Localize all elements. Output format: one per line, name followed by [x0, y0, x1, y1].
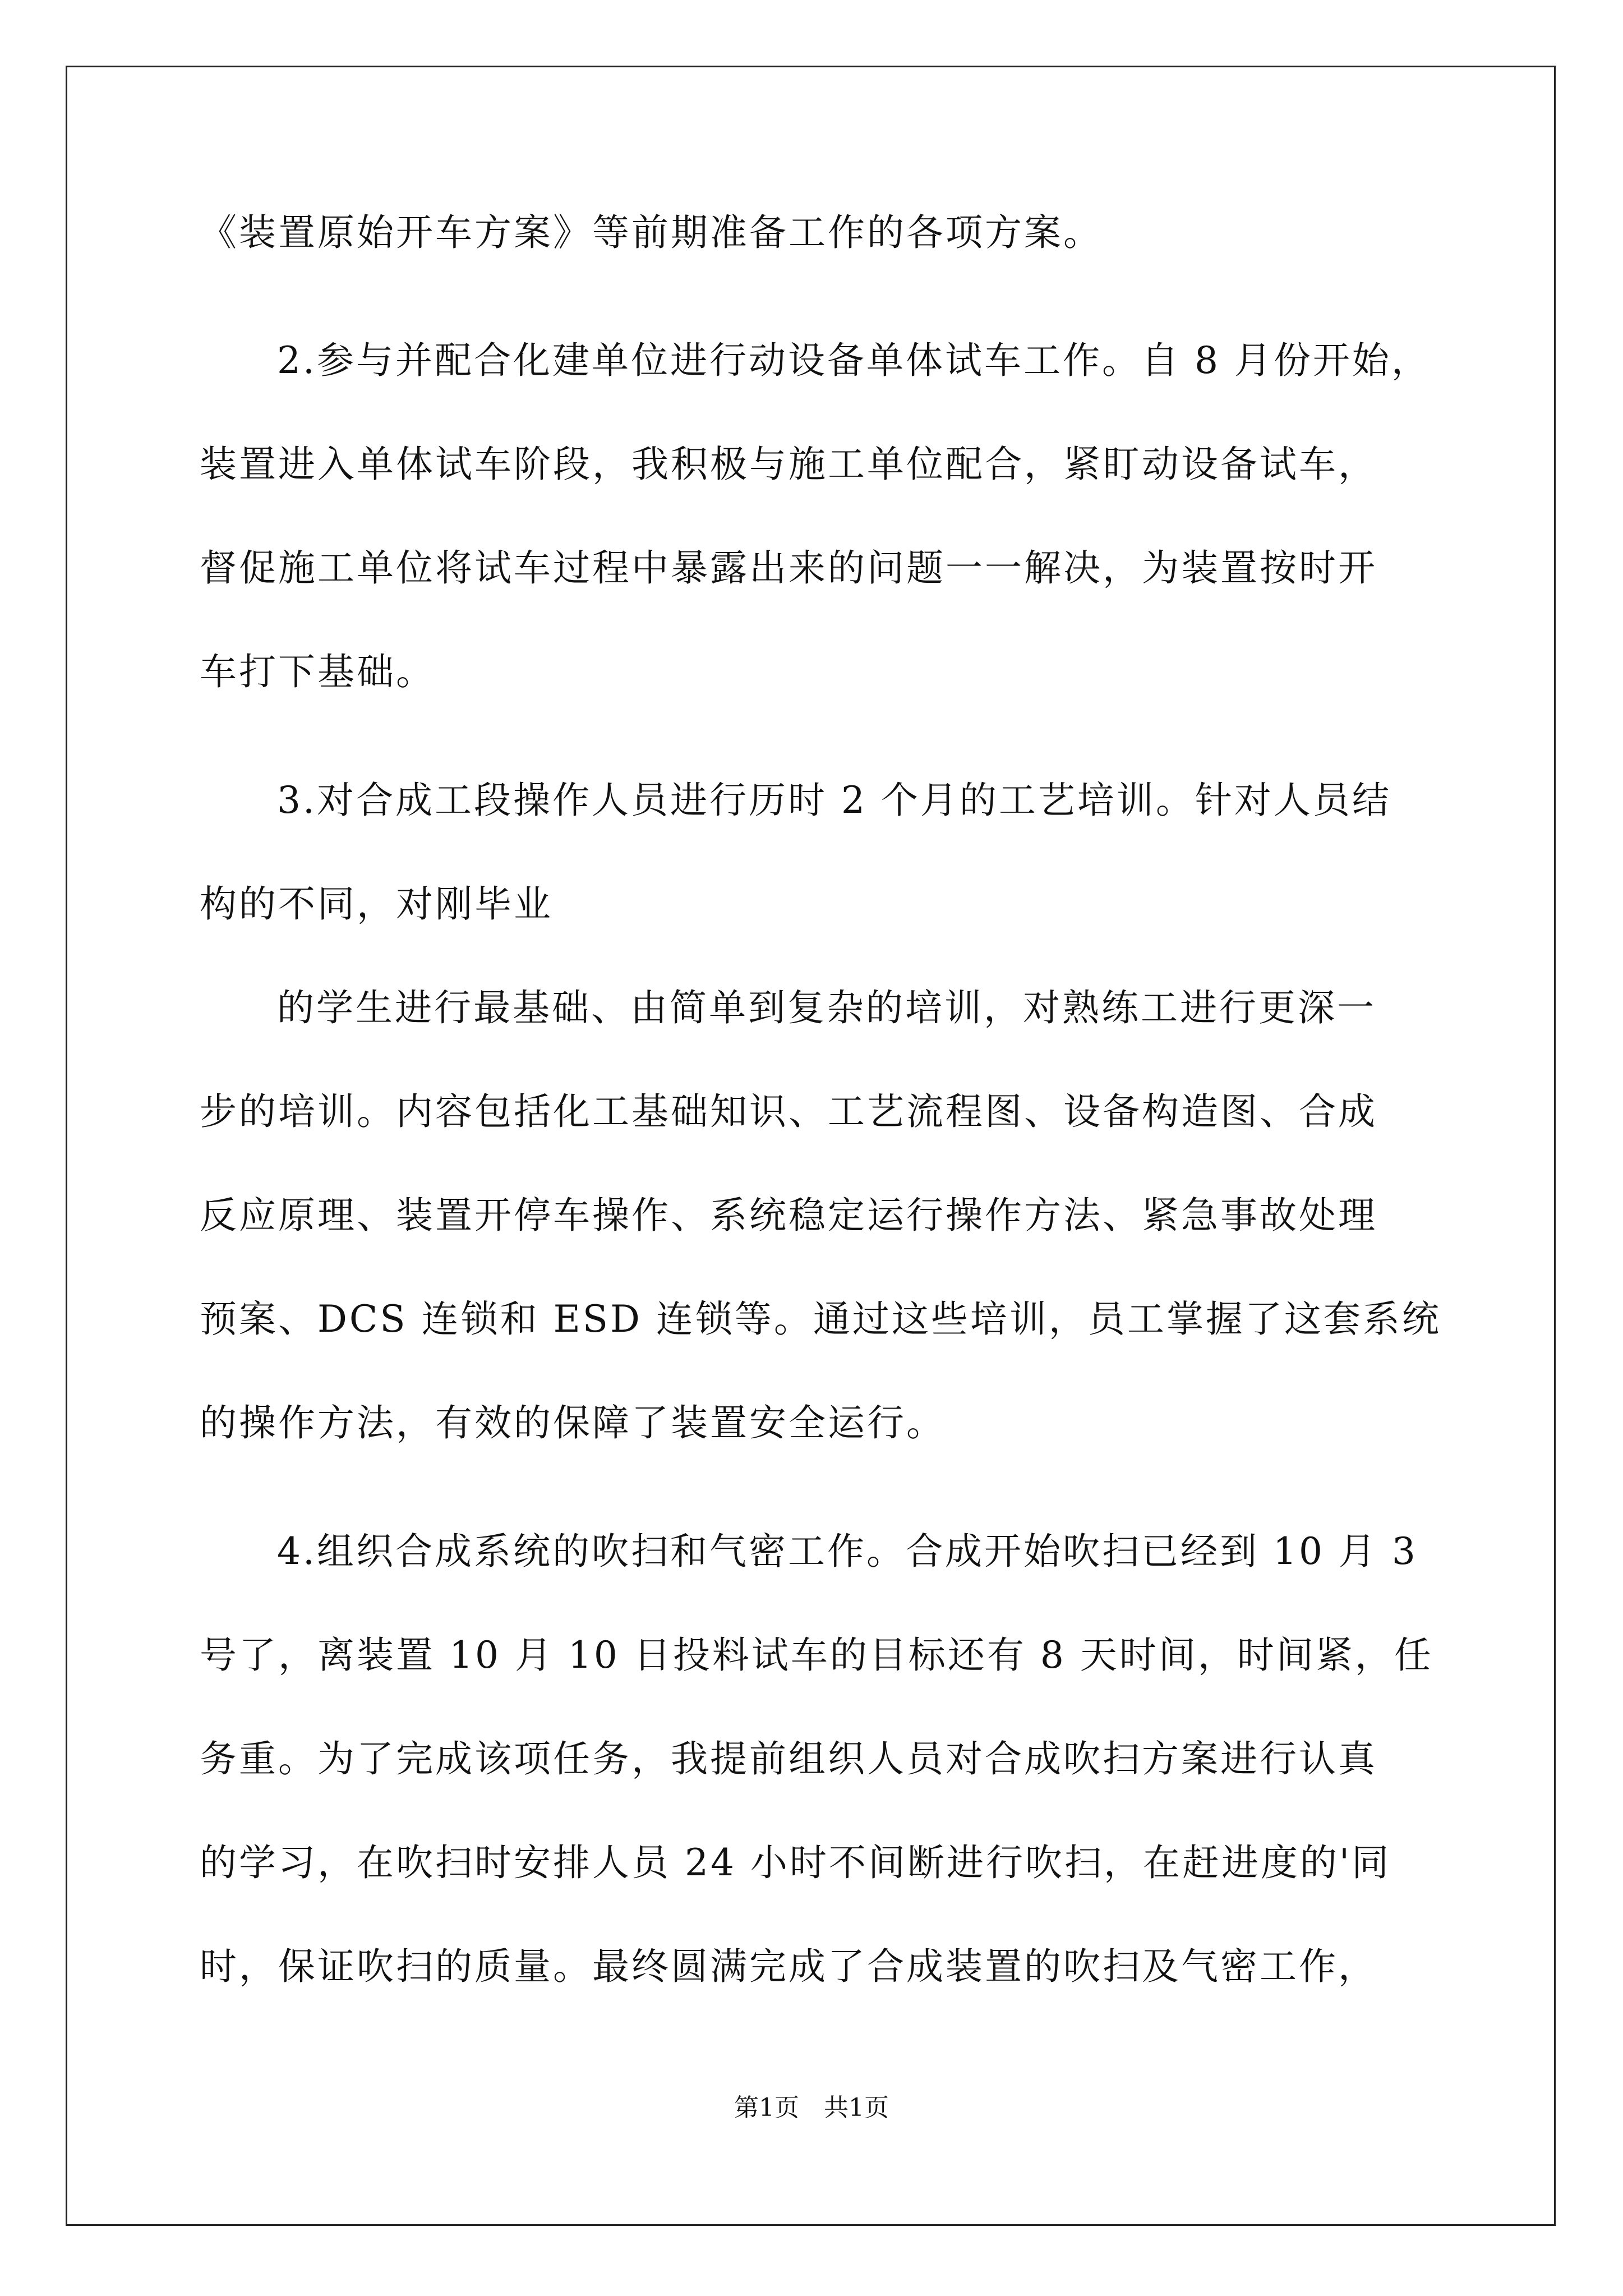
paragraph-5-line-4: 的学习，在吹扫时安排人员 24 小时不间断进行吹扫，在赶进度的'同 [200, 1841, 1391, 1884]
paragraph-4-line-2: 步的培训。内容包括化工基础知识、工艺流程图、设备构造图、合成 [200, 1090, 1377, 1133]
paragraph-2-line-4: 车打下基础。 [200, 650, 435, 693]
paragraph-5-line-1: 4.组织合成系统的吹扫和气密工作。合成开始吹扫已经到 10 月 3 [277, 1530, 1418, 1573]
page-border [66, 66, 1556, 2226]
paragraph-5-line-2: 号了，离装置 10 月 10 日投料试车的目标还有 8 天时间，时间紧，任 [200, 1634, 1433, 1677]
paragraph-2-line-2: 装置进入单体试车阶段，我积极与施工单位配合，紧盯动设备试车， [200, 443, 1377, 486]
paragraph-3-line-2: 构的不同，对刚毕业 [200, 882, 553, 926]
paragraph-4-line-1: 的学生进行最基础、由简单到复杂的培训，对熟练工进行更深一 [277, 986, 1376, 1029]
paragraph-2-line-1: 2.参与并配合化建单位进行动设备单体试车工作。自 8 月份开始， [277, 339, 1431, 382]
paragraph-4-line-3: 反应原理、装置开停车操作、系统稳定运行操作方法、紧急事故处理 [200, 1194, 1377, 1237]
paragraph-4-line-5: 的操作方法，有效的保障了装置安全运行。 [200, 1401, 946, 1444]
page-number-footer: 第1页 共1页 [734, 2093, 889, 2122]
text-line-1: 《装置原始开车方案》等前期准备工作的各项方案。 [200, 211, 1103, 254]
paragraph-5-line-3: 务重。为了完成该项任务，我提前组织人员对合成吹扫方案进行认真 [200, 1737, 1377, 1780]
paragraph-3-line-1: 3.对合成工段操作人员进行历时 2 个月的工艺培训。针对人员结 [277, 779, 1391, 822]
paragraph-5-line-5: 时，保证吹扫的质量。最终圆满完成了合成装置的吹扫及气密工作， [200, 1945, 1377, 1988]
paragraph-4-line-4: 预案、DCS 连锁和 ESD 连锁等。通过这些培训，员工掌握了这套系统 [200, 1297, 1441, 1341]
paragraph-2-line-3: 督促施工单位将试车过程中暴露出来的问题一一解决，为装置按时开 [200, 546, 1377, 590]
